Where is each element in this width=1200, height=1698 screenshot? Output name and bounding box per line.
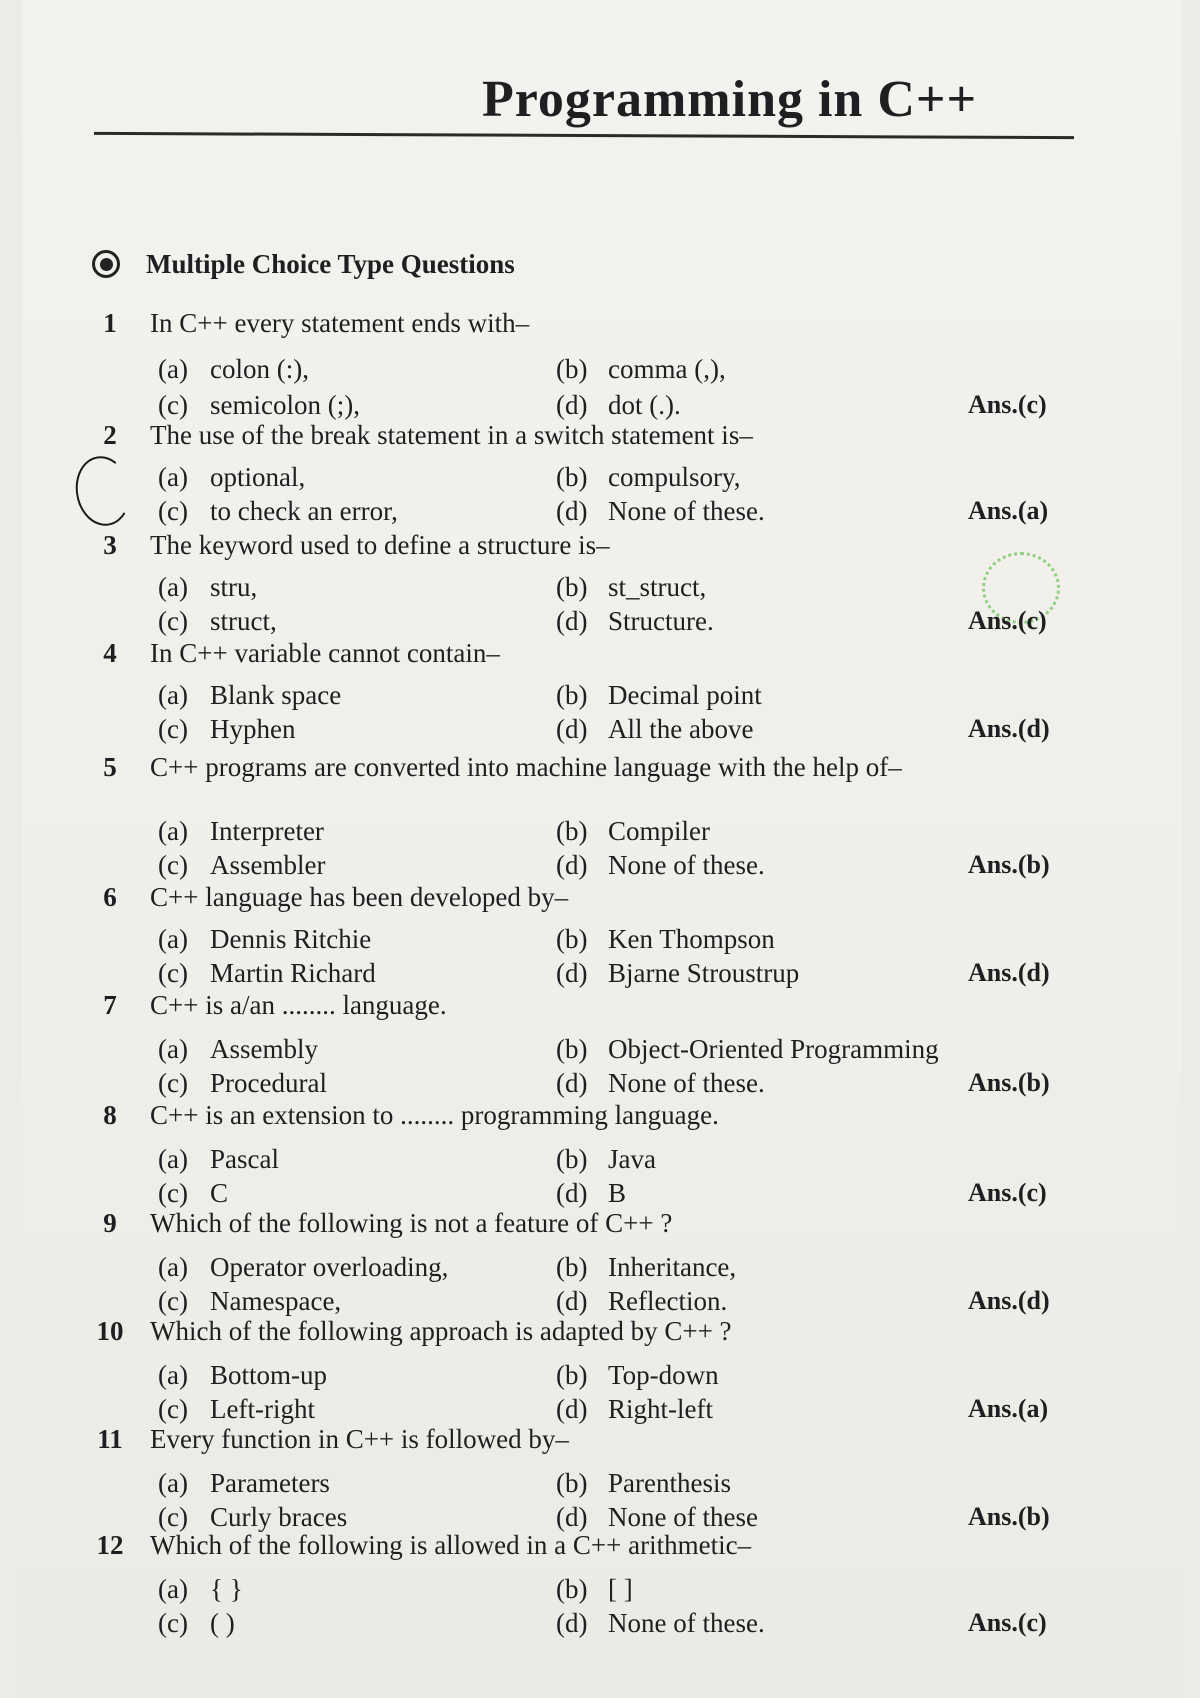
option-b xyxy=(556,680,762,711)
option-b xyxy=(556,816,710,847)
option-text: Parenthesis xyxy=(608,1468,731,1498)
option-label: (b) xyxy=(556,924,588,954)
option-label: (c) xyxy=(158,714,188,744)
option-b xyxy=(556,1360,719,1391)
option-label: (b) xyxy=(556,816,588,846)
answer-key: Ans.(b) xyxy=(968,850,1050,879)
question-number: 11 xyxy=(97,1424,123,1454)
option-label: (d) xyxy=(556,1286,588,1316)
question-number: 7 xyxy=(103,990,117,1020)
option-label: (b) xyxy=(556,1574,588,1604)
option-label: (b) xyxy=(556,354,588,384)
option-d xyxy=(556,1286,727,1317)
option-d xyxy=(556,1068,765,1099)
option-d xyxy=(556,714,753,745)
option-text: ( ) xyxy=(210,1608,235,1638)
answer-key: Ans.(d) xyxy=(968,1286,1050,1315)
option-text: None of these xyxy=(608,1502,758,1532)
option-text: Structure. xyxy=(608,606,714,636)
option-text: Inheritance, xyxy=(608,1252,737,1282)
option-label: (d) xyxy=(556,606,588,636)
answer-key: Ans.(c) xyxy=(968,1178,1047,1207)
question-text: Which of the following is not a feature of C++ ? xyxy=(150,1208,673,1238)
option-b xyxy=(556,1574,633,1605)
option-text: Blank space xyxy=(210,680,342,710)
option-label: (d) xyxy=(556,958,588,988)
question-number: 1 xyxy=(103,308,117,338)
option-d xyxy=(556,1502,758,1533)
option-a xyxy=(158,462,305,493)
option-a xyxy=(158,816,324,847)
option-d xyxy=(556,606,714,637)
option-b xyxy=(556,1144,656,1175)
option-text: Reflection. xyxy=(608,1286,728,1316)
option-label: (a) xyxy=(158,1034,188,1064)
option-label: (b) xyxy=(556,1034,588,1064)
option-text: Operator overloading, xyxy=(210,1252,449,1282)
option-b xyxy=(556,924,775,955)
option-label: (d) xyxy=(556,390,588,420)
option-c xyxy=(158,714,295,745)
option-text: stru, xyxy=(210,572,258,602)
option-text: colon (:), xyxy=(210,354,309,384)
option-label: (c) xyxy=(158,1068,188,1098)
option-label: (a) xyxy=(158,354,188,384)
option-label: (c) xyxy=(158,390,188,420)
option-text: optional, xyxy=(210,462,306,492)
option-b xyxy=(556,1252,736,1283)
option-text: None of these. xyxy=(608,850,765,880)
answer-key: Ans.(d) xyxy=(968,958,1050,987)
question-text: Which of the following is allowed in a C++ arithmetic– xyxy=(150,1530,752,1560)
answer-key: Ans.(b) xyxy=(968,1068,1050,1097)
option-a xyxy=(158,1252,448,1283)
option-label: (a) xyxy=(158,1468,188,1498)
question-text: C++ is a/an ........ language. xyxy=(150,990,447,1020)
option-text: Namespace, xyxy=(210,1286,342,1316)
question-number: 12 xyxy=(96,1530,124,1560)
answer-key: Ans.(c) xyxy=(968,390,1047,419)
question-text: In C++ every statement ends with– xyxy=(150,308,530,338)
option-label: (c) xyxy=(158,496,188,526)
question-text: C++ programs are converted into machine language with the help of– xyxy=(150,752,902,782)
option-c xyxy=(158,496,398,527)
option-label: (c) xyxy=(158,1608,188,1638)
answer-key: Ans.(a) xyxy=(968,496,1049,525)
option-text: Interpreter xyxy=(210,816,324,846)
option-text: Left-right xyxy=(210,1394,315,1424)
option-text: Assembler xyxy=(210,850,326,880)
section-title: Multiple Choice Type Questions xyxy=(146,248,515,279)
option-c xyxy=(158,958,376,989)
option-text: C xyxy=(210,1178,229,1208)
option-text: Object-Oriented Programming xyxy=(608,1034,939,1064)
question-text: In C++ variable cannot contain– xyxy=(150,638,500,668)
option-text: None of these. xyxy=(608,1608,765,1638)
option-a xyxy=(158,680,341,711)
option-c xyxy=(158,850,325,881)
option-c xyxy=(158,1608,235,1639)
question-number: 2 xyxy=(103,420,117,450)
option-c xyxy=(158,1178,228,1209)
radio-bullet-icon xyxy=(92,250,120,278)
option-text: None of these. xyxy=(608,1068,765,1098)
option-text: comma (,), xyxy=(608,354,726,384)
option-d xyxy=(556,496,765,527)
option-text: Decimal point xyxy=(608,680,762,710)
option-d xyxy=(556,1394,713,1425)
option-label: (a) xyxy=(158,1252,188,1282)
option-label: (d) xyxy=(556,496,588,526)
option-text: to check an error, xyxy=(210,496,398,526)
option-text: struct, xyxy=(210,606,277,636)
option-text: Ken Thompson xyxy=(608,924,775,954)
option-label: (d) xyxy=(556,1178,588,1208)
option-text: Pascal xyxy=(210,1144,279,1174)
option-label: (c) xyxy=(158,958,188,988)
question-number: 9 xyxy=(103,1208,117,1238)
option-label: (a) xyxy=(158,1360,188,1390)
question-text: Which of the following approach is adapted by C++ ? xyxy=(150,1316,732,1346)
option-text: Top-down xyxy=(608,1360,719,1390)
option-text: All the above xyxy=(608,714,754,744)
option-a xyxy=(158,1468,330,1499)
option-label: (d) xyxy=(556,714,588,744)
option-d xyxy=(556,850,765,881)
option-c xyxy=(158,1394,315,1425)
option-label: (a) xyxy=(158,816,188,846)
option-label: (c) xyxy=(158,850,188,880)
option-c xyxy=(158,606,277,637)
option-label: (c) xyxy=(158,1502,188,1532)
option-text: st_struct, xyxy=(608,572,707,602)
option-label: (a) xyxy=(158,462,188,492)
option-label: (c) xyxy=(158,1394,188,1424)
option-a xyxy=(158,354,309,385)
option-label: (d) xyxy=(556,1068,588,1098)
option-b xyxy=(556,354,726,385)
option-d xyxy=(556,1178,626,1209)
option-label: (d) xyxy=(556,850,588,880)
option-label: (b) xyxy=(556,462,588,492)
option-text: compulsory, xyxy=(608,462,741,492)
option-d xyxy=(556,958,799,989)
answer-key: Ans.(a) xyxy=(968,1394,1049,1423)
question-text: Every function in C++ is followed by– xyxy=(150,1424,569,1454)
answer-key: Ans.(c) xyxy=(968,1608,1047,1637)
question-number: 4 xyxy=(103,638,117,668)
option-text: Procedural xyxy=(210,1068,327,1098)
option-label: (a) xyxy=(158,1144,188,1174)
option-text: dot (.). xyxy=(608,390,681,420)
option-text: Java xyxy=(608,1144,656,1174)
option-a xyxy=(158,1360,327,1391)
question-text: The use of the break statement in a switch statement is– xyxy=(150,420,753,450)
question-number: 3 xyxy=(103,530,117,560)
question-number: 6 xyxy=(103,882,117,912)
question-number: 8 xyxy=(103,1100,117,1130)
option-text: semicolon (;), xyxy=(210,390,360,420)
option-b xyxy=(556,1034,939,1065)
option-text: Hyphen xyxy=(210,714,296,744)
option-a xyxy=(158,924,371,955)
option-text: Martin Richard xyxy=(210,958,376,988)
question-text: C++ is an extension to ........ programming language. xyxy=(150,1100,719,1130)
option-label: (b) xyxy=(556,680,588,710)
answer-key: Ans.(b) xyxy=(968,1502,1050,1531)
option-text: [ ] xyxy=(608,1574,633,1604)
option-label: (d) xyxy=(556,1394,588,1424)
option-label: (a) xyxy=(158,680,188,710)
option-b xyxy=(556,1468,731,1499)
option-text: Assembly xyxy=(210,1034,318,1064)
question-number: 5 xyxy=(103,752,117,782)
option-label: (a) xyxy=(158,1574,188,1604)
option-label: (b) xyxy=(556,572,588,602)
page-title: Programming in C++ xyxy=(482,71,978,128)
option-label: (b) xyxy=(556,1252,588,1282)
option-label: (c) xyxy=(158,1286,188,1316)
page xyxy=(22,0,1182,1698)
option-label: (a) xyxy=(158,924,188,954)
option-text: B xyxy=(608,1178,627,1208)
option-c xyxy=(158,1502,347,1533)
option-a xyxy=(158,572,257,603)
pen-circle-mark xyxy=(70,452,135,530)
option-label: (d) xyxy=(556,1608,588,1638)
question-text: The keyword used to define a structure is– xyxy=(150,530,610,560)
option-label: (c) xyxy=(158,1178,188,1208)
answer-key: Ans.(d) xyxy=(968,714,1050,743)
option-label: (b) xyxy=(556,1144,588,1174)
section-heading xyxy=(92,247,515,281)
option-c xyxy=(158,1286,341,1317)
option-text: Parameters xyxy=(210,1468,330,1498)
option-b xyxy=(556,572,706,603)
option-a xyxy=(158,1574,243,1605)
answer-key: Ans.(c) xyxy=(968,606,1047,635)
question-number: 10 xyxy=(96,1316,124,1346)
option-c xyxy=(158,390,360,421)
title-underline xyxy=(94,132,1074,139)
option-label: (d) xyxy=(556,1502,588,1532)
option-d xyxy=(556,390,681,421)
option-text: Dennis Ritchie xyxy=(210,924,372,954)
option-label: (a) xyxy=(158,572,188,602)
option-text: Right-left xyxy=(608,1394,713,1424)
option-text: Bjarne Stroustrup xyxy=(608,958,800,988)
option-text: Curly braces xyxy=(210,1502,348,1532)
option-label: (b) xyxy=(556,1360,588,1390)
option-text: Compiler xyxy=(608,816,710,846)
option-text: None of these. xyxy=(608,496,765,526)
option-d xyxy=(556,1608,765,1639)
option-text: { } xyxy=(210,1574,243,1604)
option-text: Bottom-up xyxy=(210,1360,328,1390)
option-label: (c) xyxy=(158,606,188,636)
question-text: C++ language has been developed by– xyxy=(150,882,569,912)
option-c xyxy=(158,1068,327,1099)
option-a xyxy=(158,1144,279,1175)
option-a xyxy=(158,1034,318,1065)
option-label: (b) xyxy=(556,1468,588,1498)
option-b xyxy=(556,462,740,493)
